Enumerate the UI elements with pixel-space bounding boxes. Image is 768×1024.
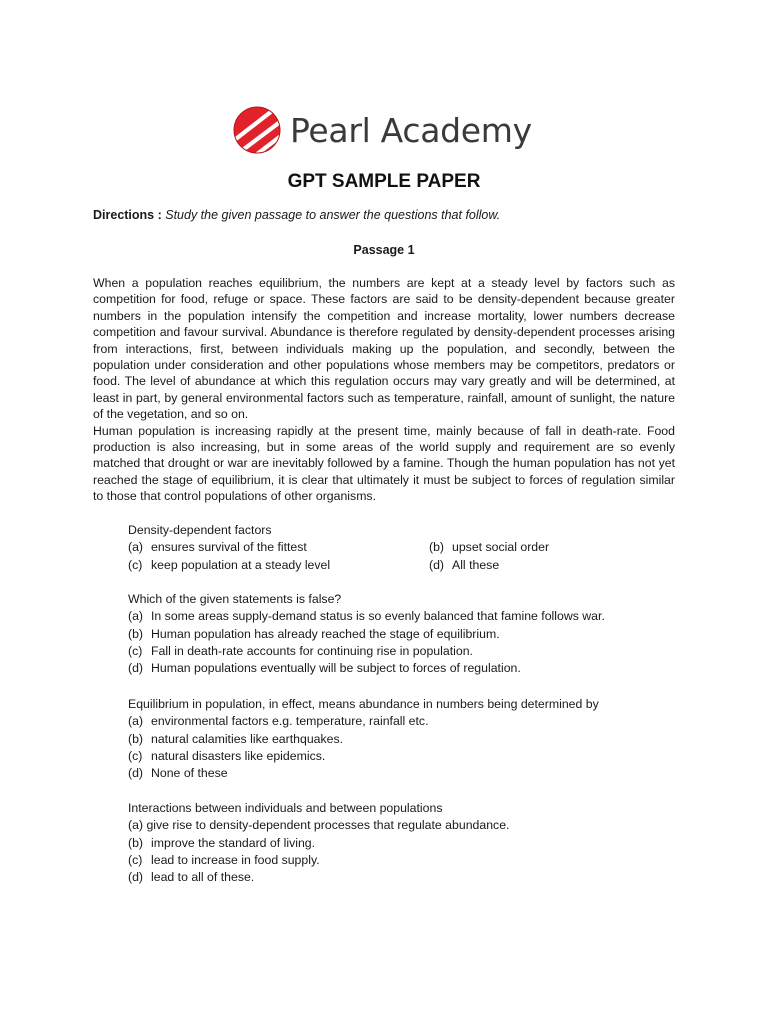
question-stem: Density-dependent factors	[128, 523, 272, 537]
option-b: (b) natural calamities like earthquakes.	[128, 731, 344, 746]
directions-label: Directions :	[93, 208, 162, 222]
option-c: (c) natural disasters like epidemics.	[128, 748, 326, 763]
question-2	[128, 591, 668, 677]
passage-body	[93, 275, 675, 505]
option-a: (a) give rise to density-dependent processes that regulate abundance.	[128, 818, 510, 833]
passage-paragraph-2: Human population is increasing rapidly at the present time, mainly because of fall in death-rate. Food production is also increasing, but in some areas of the world supply and requirement are so evenly matched that drought or war are inevitably followed by a famine. Though the human population has not yet reached the stage of equilibrium, it is clear that ultimately it must be subject to forces of regulation similar to those that control populations of other organisms.	[93, 423, 675, 504]
option-b: (b) upset social order	[429, 540, 550, 555]
option-c: (c) lead to increase in food supply.	[128, 852, 320, 867]
question-4	[128, 800, 668, 886]
option-a: (a) ensures survival of the fittest	[128, 540, 307, 555]
pearl-academy-logo	[232, 104, 532, 156]
pearl-logo-icon	[232, 105, 282, 155]
question-stem: Equilibrium in population, in effect, means abundance in numbers being determined by	[128, 697, 599, 711]
option-c: (c) Fall in death-rate accounts for continuing rise in population.	[128, 643, 473, 658]
option-b: (b) improve the standard of living.	[128, 835, 316, 850]
option-b: (b) Human population has already reached the stage of equilibrium.	[128, 626, 500, 641]
option-d: (d) lead to all of these.	[128, 870, 255, 885]
passage-paragraph-1: When a population reaches equilibrium, the numbers are kept at a steady level by factors such as competition for food, refuge or space. These factors are said to be density-dependent because greater numbers in the population intensify the competition and increase mortality, lower numbers decrease competition and favour survival. Abundance is therefore regulated by density-dependent processes arising from interactions, first, between individuals making up the population, and secondly, between the population under consideration and other populations whose members may be competitors, predators or food. The level of abundance at which this regulation occurs may vary greatly and will be determined, at least in part, by general environmental factors such as temperature, rainfall, amount of sunlight, the nature of the vegetation, and so on.	[93, 276, 675, 422]
question-stem: Which of the given statements is false?	[128, 592, 342, 606]
option-d: (d) Human populations eventually will be subject to forces of regulation.	[128, 661, 521, 676]
passage-title: Passage 1	[353, 243, 415, 257]
option-a: (a) In some areas supply-demand status is so evenly balanced that famine follows war.	[128, 609, 605, 624]
page-title: GPT SAMPLE PAPER	[287, 171, 481, 192]
option-d: (d) None of these	[128, 766, 228, 781]
directions	[93, 208, 500, 222]
option-a: (a) environmental factors e.g. temperature, rainfall etc.	[128, 714, 429, 729]
question-1	[128, 522, 668, 574]
question-stem: Interactions between individuals and between populations	[128, 801, 443, 815]
option-d: (d) All these	[429, 557, 500, 572]
directions-text: Study the given passage to answer the questions that follow.	[165, 208, 501, 222]
logo-text: Pearl Academy	[290, 110, 532, 150]
question-3	[128, 696, 668, 782]
option-c: (c) keep population at a steady level	[128, 557, 331, 572]
